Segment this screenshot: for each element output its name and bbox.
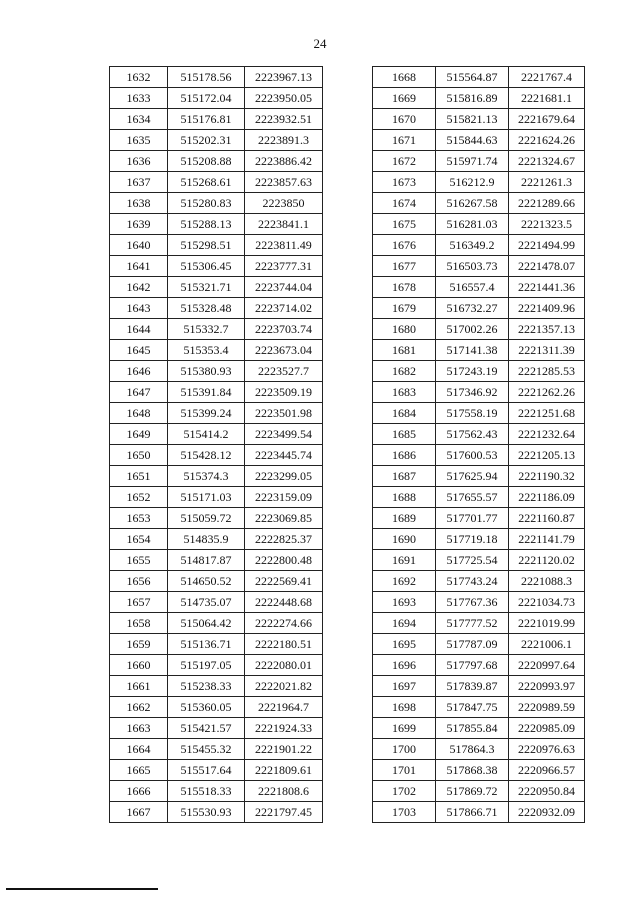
table-row [110,403,323,424]
y-coordinate-cell: 2221624.26 [509,130,585,151]
y-coordinate-cell: 2223841.1 [245,214,323,235]
x-coordinate-cell: 517777.52 [436,613,509,634]
table-row [373,508,585,529]
x-coordinate-cell: 515059.72 [168,508,245,529]
table-row [110,298,323,319]
y-coordinate-cell: 2221034.73 [509,592,585,613]
point-number-cell: 1683 [373,382,436,403]
point-number-cell: 1646 [110,361,168,382]
x-coordinate-cell: 515202.31 [168,130,245,151]
y-coordinate-cell: 2221120.02 [509,550,585,571]
y-coordinate-cell: 2223527.7 [245,361,323,382]
x-coordinate-cell: 515280.83 [168,193,245,214]
table-row [373,172,585,193]
point-number-cell: 1641 [110,256,168,277]
y-coordinate-cell: 2222021.82 [245,676,323,697]
table-row [373,739,585,760]
point-number-cell: 1685 [373,424,436,445]
y-coordinate-cell: 2221679.64 [509,109,585,130]
table-row [110,760,323,781]
table-row [373,760,585,781]
y-coordinate-cell: 2221809.61 [245,760,323,781]
point-number-cell: 1701 [373,760,436,781]
x-coordinate-cell: 515564.87 [436,67,509,88]
point-number-cell: 1666 [110,781,168,802]
y-coordinate-cell: 2221285.53 [509,361,585,382]
table-row [373,781,585,802]
point-number-cell: 1644 [110,319,168,340]
table-row [373,676,585,697]
y-coordinate-cell: 2221311.39 [509,340,585,361]
table-row [373,571,585,592]
point-number-cell: 1680 [373,319,436,340]
x-coordinate-cell: 515238.33 [168,676,245,697]
x-coordinate-cell: 517797.68 [436,655,509,676]
x-coordinate-cell: 515421.57 [168,718,245,739]
x-coordinate-cell: 516281.03 [436,214,509,235]
footnote-separator-line [6,888,158,890]
x-coordinate-cell: 517243.19 [436,361,509,382]
point-number-cell: 1669 [373,88,436,109]
x-coordinate-cell: 517869.72 [436,781,509,802]
table-row [373,634,585,655]
y-coordinate-cell: 2221324.67 [509,151,585,172]
point-number-cell: 1697 [373,676,436,697]
x-coordinate-cell: 515306.45 [168,256,245,277]
y-coordinate-cell: 2221088.3 [509,571,585,592]
point-number-cell: 1672 [373,151,436,172]
point-number-cell: 1668 [373,67,436,88]
table-row [373,361,585,382]
y-coordinate-cell: 2221767.4 [509,67,585,88]
table-row [373,592,585,613]
y-coordinate-cell: 2220989.59 [509,697,585,718]
x-coordinate-cell: 515298.51 [168,235,245,256]
x-coordinate-cell: 516267.58 [436,193,509,214]
x-coordinate-cell: 517847.75 [436,697,509,718]
point-number-cell: 1633 [110,88,168,109]
x-coordinate-cell: 517719.18 [436,529,509,550]
y-coordinate-cell: 2223673.04 [245,340,323,361]
y-coordinate-cell: 2221494.99 [509,235,585,256]
x-coordinate-cell: 516349.2 [436,235,509,256]
table-row [373,340,585,361]
point-number-cell: 1653 [110,508,168,529]
x-coordinate-cell: 517655.57 [436,487,509,508]
table-row [373,466,585,487]
point-number-cell: 1693 [373,592,436,613]
y-coordinate-cell: 2223811.49 [245,235,323,256]
point-number-cell: 1643 [110,298,168,319]
point-number-cell: 1670 [373,109,436,130]
point-number-cell: 1636 [110,151,168,172]
table-row [373,403,585,424]
table-row [373,382,585,403]
x-coordinate-cell: 515178.56 [168,67,245,88]
x-coordinate-cell: 516503.73 [436,256,509,277]
point-number-cell: 1703 [373,802,436,823]
x-coordinate-cell: 515414.2 [168,424,245,445]
x-coordinate-cell: 517346.92 [436,382,509,403]
y-coordinate-cell: 2221478.07 [509,256,585,277]
y-coordinate-cell: 2222080.01 [245,655,323,676]
table-row [110,571,323,592]
point-number-cell: 1655 [110,550,168,571]
table-row [110,151,323,172]
table-row [373,613,585,634]
y-coordinate-cell: 2222800.48 [245,550,323,571]
y-coordinate-cell: 2223703.74 [245,319,323,340]
y-coordinate-cell: 2223299.05 [245,466,323,487]
point-number-cell: 1694 [373,613,436,634]
table-row [110,214,323,235]
y-coordinate-cell: 2221019.99 [509,613,585,634]
y-coordinate-cell: 2223509.19 [245,382,323,403]
y-coordinate-cell: 2221681.1 [509,88,585,109]
point-number-cell: 1664 [110,739,168,760]
y-coordinate-cell: 2223950.05 [245,88,323,109]
point-number-cell: 1678 [373,277,436,298]
y-coordinate-cell: 2220997.64 [509,655,585,676]
table-row [373,424,585,445]
y-coordinate-cell: 2221964.7 [245,697,323,718]
x-coordinate-cell: 515064.42 [168,613,245,634]
table-row [110,487,323,508]
y-coordinate-cell: 2221186.09 [509,487,585,508]
table-row [110,634,323,655]
x-coordinate-cell: 515399.24 [168,403,245,424]
point-number-cell: 1681 [373,340,436,361]
y-coordinate-cell: 2221357.13 [509,319,585,340]
page-number: 24 [313,36,327,51]
x-coordinate-cell: 514817.87 [168,550,245,571]
table-row [373,298,585,319]
point-number-cell: 1638 [110,193,168,214]
point-number-cell: 1679 [373,298,436,319]
x-coordinate-cell: 515844.63 [436,130,509,151]
table-row [373,109,585,130]
table-row [110,718,323,739]
x-coordinate-cell: 517625.94 [436,466,509,487]
x-coordinate-cell: 515821.13 [436,109,509,130]
x-coordinate-cell: 514735.07 [168,592,245,613]
x-coordinate-cell: 515332.7 [168,319,245,340]
y-coordinate-cell: 2221924.33 [245,718,323,739]
x-coordinate-cell: 517562.43 [436,424,509,445]
table-row [110,676,323,697]
table-row [110,382,323,403]
y-coordinate-cell: 2222274.66 [245,613,323,634]
point-number-cell: 1676 [373,235,436,256]
x-coordinate-cell: 515374.3 [168,466,245,487]
y-coordinate-cell: 2223850 [245,193,323,214]
x-coordinate-cell: 517141.38 [436,340,509,361]
table-row [110,361,323,382]
y-coordinate-cell: 2223744.04 [245,277,323,298]
point-number-cell: 1632 [110,67,168,88]
table-row [110,592,323,613]
table-row [373,655,585,676]
y-coordinate-cell: 2221808.6 [245,781,323,802]
table-row [373,130,585,151]
x-coordinate-cell: 517855.84 [436,718,509,739]
table-row [373,193,585,214]
point-number-cell: 1658 [110,613,168,634]
y-coordinate-cell: 2223499.54 [245,424,323,445]
y-coordinate-cell: 2221262.26 [509,382,585,403]
y-coordinate-cell: 2223932.51 [245,109,323,130]
y-coordinate-cell: 2221323.5 [509,214,585,235]
table-row [110,424,323,445]
coordinates-table-right [372,66,585,823]
table-row [373,214,585,235]
x-coordinate-cell: 515176.81 [168,109,245,130]
point-number-cell: 1639 [110,214,168,235]
x-coordinate-cell: 515971.74 [436,151,509,172]
table-row [373,151,585,172]
y-coordinate-cell: 2221441.36 [509,277,585,298]
y-coordinate-cell: 2223857.63 [245,172,323,193]
x-coordinate-cell: 517767.36 [436,592,509,613]
table-row [110,235,323,256]
table-row [110,340,323,361]
table-row [110,697,323,718]
y-coordinate-cell: 2220993.97 [509,676,585,697]
table-row [110,466,323,487]
x-coordinate-cell: 515288.13 [168,214,245,235]
y-coordinate-cell: 2222825.37 [245,529,323,550]
point-number-cell: 1700 [373,739,436,760]
y-coordinate-cell: 2220985.09 [509,718,585,739]
point-number-cell: 1692 [373,571,436,592]
x-coordinate-cell: 515380.93 [168,361,245,382]
y-coordinate-cell: 2222180.51 [245,634,323,655]
table-row [110,445,323,466]
point-number-cell: 1675 [373,214,436,235]
y-coordinate-cell: 2221261.3 [509,172,585,193]
table-row [373,445,585,466]
table-row [110,508,323,529]
point-number-cell: 1698 [373,697,436,718]
table-row [110,613,323,634]
x-coordinate-cell: 514835.9 [168,529,245,550]
y-coordinate-cell: 2221232.64 [509,424,585,445]
y-coordinate-cell: 2221251.68 [509,403,585,424]
y-coordinate-cell: 2220976.63 [509,739,585,760]
point-number-cell: 1660 [110,655,168,676]
point-number-cell: 1654 [110,529,168,550]
table-row [373,550,585,571]
point-number-cell: 1650 [110,445,168,466]
table-row [110,256,323,277]
coordinates-table-left [109,66,323,823]
table-row [373,67,585,88]
x-coordinate-cell: 517787.09 [436,634,509,655]
table-row [110,802,323,823]
point-number-cell: 1684 [373,403,436,424]
y-coordinate-cell: 2223891.3 [245,130,323,151]
point-number-cell: 1673 [373,172,436,193]
point-number-cell: 1640 [110,235,168,256]
x-coordinate-cell: 515171.03 [168,487,245,508]
x-coordinate-cell: 517701.77 [436,508,509,529]
y-coordinate-cell: 2223714.02 [245,298,323,319]
table-row [110,130,323,151]
point-number-cell: 1649 [110,424,168,445]
point-number-cell: 1674 [373,193,436,214]
x-coordinate-cell: 515428.12 [168,445,245,466]
y-coordinate-cell: 2223069.85 [245,508,323,529]
y-coordinate-cell: 2221141.79 [509,529,585,550]
x-coordinate-cell: 515328.48 [168,298,245,319]
y-coordinate-cell: 2221160.87 [509,508,585,529]
point-number-cell: 1648 [110,403,168,424]
table-row [373,256,585,277]
point-number-cell: 1702 [373,781,436,802]
x-coordinate-cell: 515530.93 [168,802,245,823]
table-row [110,88,323,109]
point-number-cell: 1634 [110,109,168,130]
x-coordinate-cell: 514650.52 [168,571,245,592]
table-row [110,529,323,550]
y-coordinate-cell: 2223967.13 [245,67,323,88]
x-coordinate-cell: 515321.71 [168,277,245,298]
x-coordinate-cell: 517600.53 [436,445,509,466]
table-row [373,235,585,256]
point-number-cell: 1657 [110,592,168,613]
x-coordinate-cell: 516557.4 [436,277,509,298]
point-number-cell: 1645 [110,340,168,361]
x-coordinate-cell: 515518.33 [168,781,245,802]
x-coordinate-cell: 515208.88 [168,151,245,172]
table-row [110,655,323,676]
point-number-cell: 1662 [110,697,168,718]
point-number-cell: 1656 [110,571,168,592]
point-number-cell: 1651 [110,466,168,487]
point-number-cell: 1667 [110,802,168,823]
y-coordinate-cell: 2223445.74 [245,445,323,466]
x-coordinate-cell: 517868.38 [436,760,509,781]
x-coordinate-cell: 515517.64 [168,760,245,781]
y-coordinate-cell: 2221205.13 [509,445,585,466]
point-number-cell: 1663 [110,718,168,739]
table-row [110,781,323,802]
y-coordinate-cell: 2220950.84 [509,781,585,802]
x-coordinate-cell: 516732.27 [436,298,509,319]
x-coordinate-cell: 515136.71 [168,634,245,655]
point-number-cell: 1635 [110,130,168,151]
coordinates-table-right-body [373,67,585,823]
table-row [110,172,323,193]
y-coordinate-cell: 2222569.41 [245,571,323,592]
y-coordinate-cell: 2223159.09 [245,487,323,508]
y-coordinate-cell: 2221190.32 [509,466,585,487]
point-number-cell: 1659 [110,634,168,655]
x-coordinate-cell: 515197.05 [168,655,245,676]
table-row [373,802,585,823]
y-coordinate-cell: 2221797.45 [245,802,323,823]
table-row [110,319,323,340]
point-number-cell: 1691 [373,550,436,571]
x-coordinate-cell: 515360.05 [168,697,245,718]
y-coordinate-cell: 2223777.31 [245,256,323,277]
y-coordinate-cell: 2223501.98 [245,403,323,424]
point-number-cell: 1688 [373,487,436,508]
table-row [110,193,323,214]
x-coordinate-cell: 515391.84 [168,382,245,403]
point-number-cell: 1686 [373,445,436,466]
point-number-cell: 1699 [373,718,436,739]
point-number-cell: 1677 [373,256,436,277]
coordinates-table-left-body [110,67,323,823]
x-coordinate-cell: 515172.04 [168,88,245,109]
point-number-cell: 1695 [373,634,436,655]
point-number-cell: 1642 [110,277,168,298]
y-coordinate-cell: 2220966.57 [509,760,585,781]
point-number-cell: 1689 [373,508,436,529]
table-row [110,550,323,571]
point-number-cell: 1690 [373,529,436,550]
point-number-cell: 1661 [110,676,168,697]
table-row [373,487,585,508]
table-row [373,319,585,340]
y-coordinate-cell: 2222448.68 [245,592,323,613]
point-number-cell: 1647 [110,382,168,403]
table-row [110,739,323,760]
x-coordinate-cell: 516212.9 [436,172,509,193]
x-coordinate-cell: 515268.61 [168,172,245,193]
x-coordinate-cell: 517864.3 [436,739,509,760]
table-row [373,88,585,109]
x-coordinate-cell: 517839.87 [436,676,509,697]
x-coordinate-cell: 517743.24 [436,571,509,592]
table-row [110,277,323,298]
point-number-cell: 1671 [373,130,436,151]
table-row [373,697,585,718]
point-number-cell: 1652 [110,487,168,508]
table-row [110,67,323,88]
x-coordinate-cell: 517725.54 [436,550,509,571]
x-coordinate-cell: 515455.32 [168,739,245,760]
point-number-cell: 1665 [110,760,168,781]
y-coordinate-cell: 2221289.66 [509,193,585,214]
y-coordinate-cell: 2220932.09 [509,802,585,823]
point-number-cell: 1687 [373,466,436,487]
table-row [373,718,585,739]
y-coordinate-cell: 2221006.1 [509,634,585,655]
point-number-cell: 1682 [373,361,436,382]
y-coordinate-cell: 2223886.42 [245,151,323,172]
table-row [373,277,585,298]
table-row [110,109,323,130]
y-coordinate-cell: 2221409.96 [509,298,585,319]
table-row [373,529,585,550]
x-coordinate-cell: 517002.26 [436,319,509,340]
x-coordinate-cell: 517866.71 [436,802,509,823]
y-coordinate-cell: 2221901.22 [245,739,323,760]
point-number-cell: 1696 [373,655,436,676]
point-number-cell: 1637 [110,172,168,193]
x-coordinate-cell: 515816.89 [436,88,509,109]
x-coordinate-cell: 517558.19 [436,403,509,424]
x-coordinate-cell: 515353.4 [168,340,245,361]
